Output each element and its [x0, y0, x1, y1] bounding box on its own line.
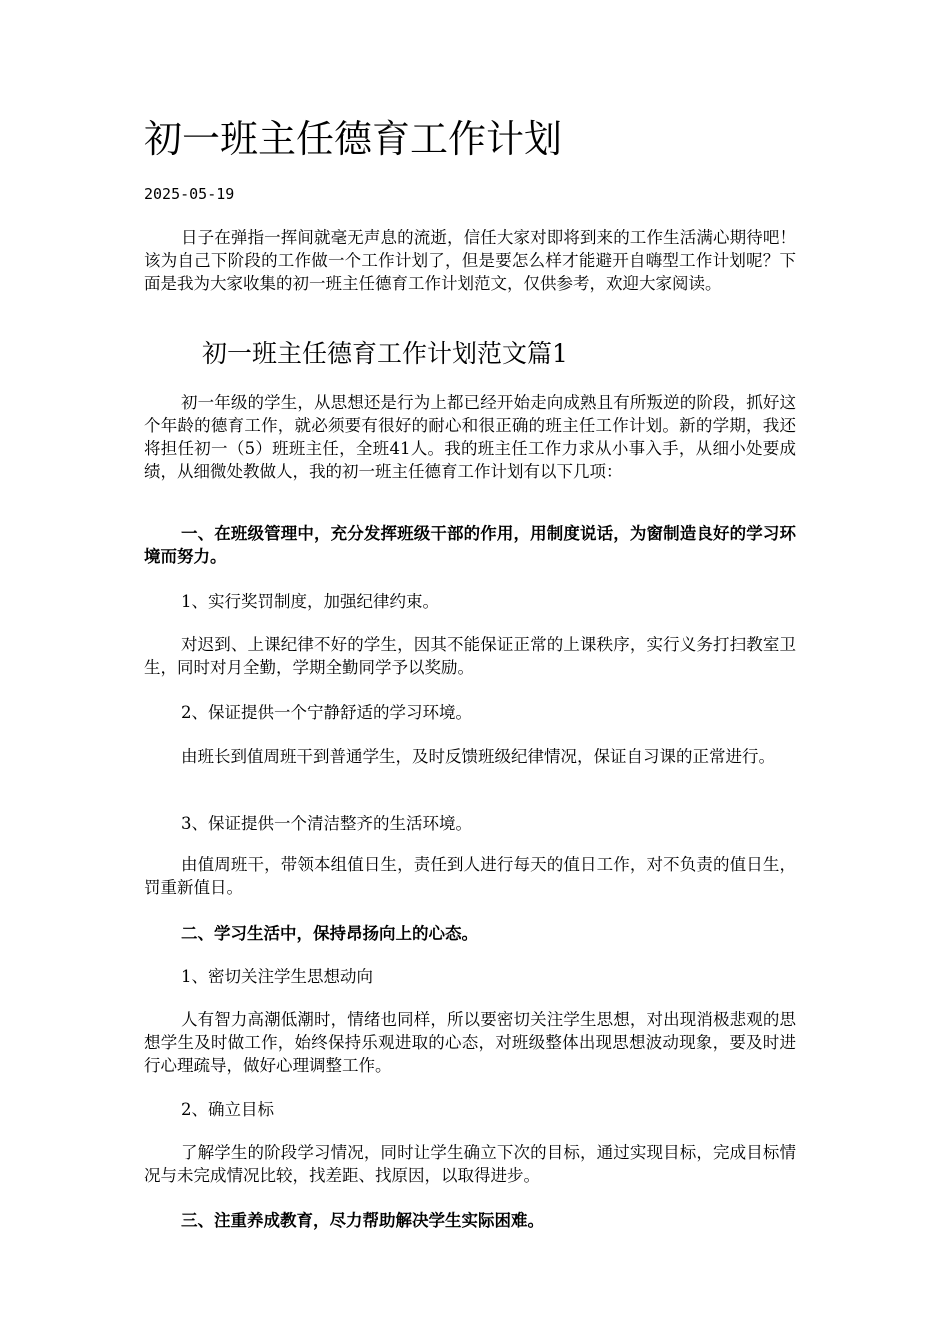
body-paragraph: 初一年级的学生，从思想还是行为上都已经开始走向成熟且有所叛逆的阶段，抓好这个年龄的德育工作，就必须要有很好的耐心和很正确的班主任工作计划。新的学期，我还将担任初一（5）班班主任，全班41人。我的班主任工作力求从小事入手，从细小处要成绩，从细微处教做人，我的初一班主任德育工作计划有以下几项：	[144, 393, 796, 481]
document-title: 初一班主任德育工作计划	[144, 117, 563, 161]
body-paragraph: 对迟到、上课纪律不好的学生，因其不能保证正常的上课秩序，实行义务打扫教室卫生，同时对月全勤，学期全勤同学予以奖励。	[144, 635, 796, 677]
body-paragraph: 人有智力高潮低潮时，情绪也同样，所以要密切关注学生思想，对出现消极悲观的思想学生及时做工作，始终保持乐观进取的心态，对班级整体出现思想波动现象，要及时进行心理疏导，做好心理调整工作。	[144, 1010, 796, 1075]
subheading: 1、实行奖罚制度，加强纪律约束。	[181, 592, 439, 611]
section-title: 初一班主任德育工作计划范文篇1	[202, 339, 568, 368]
body-paragraph: 由值周班干，带领本组值日生，责任到人进行每天的值日工作，对不负责的值日生，罚重新值日。	[144, 855, 796, 897]
section-heading-1: 一、在班级管理中，充分发挥班级干部的作用，用制度说话，为窗制造良好的学习环境而努力。	[144, 524, 796, 566]
body-paragraph: 由班长到值周班干到普通学生，及时反馈班级纪律情况，保证自习课的正常进行。	[181, 747, 775, 766]
subheading: 3、保证提供一个清洁整齐的生活环境。	[181, 814, 472, 833]
section-heading-2: 二、学习生活中，保持昂扬向上的心态。	[181, 924, 478, 943]
intro-paragraph: 日子在弹指一挥间就毫无声息的流逝，信任大家对即将到来的工作生活满心期待吧！该为自己下阶段的工作做一个工作计划了，但是要怎么样才能避开自嗨型工作计划呢？下面是我为大家收集的初一班主任德育工作计划范文，仅供参考，欢迎大家阅读。	[144, 228, 796, 293]
publish-date: 2025-05-19	[144, 185, 235, 203]
subheading: 1、密切关注学生思想动向	[181, 967, 373, 986]
body-paragraph: 了解学生的阶段学习情况，同时让学生确立下次的目标，通过实现目标，完成目标情况与未完成情况比较，找差距、找原因，以取得进步。	[144, 1143, 796, 1185]
section-heading-3: 三、注重养成教育，尽力帮助解决学生实际困难。	[181, 1211, 544, 1230]
subheading: 2、确立目标	[181, 1100, 274, 1119]
subheading: 2、保证提供一个宁静舒适的学习环境。	[181, 703, 472, 722]
